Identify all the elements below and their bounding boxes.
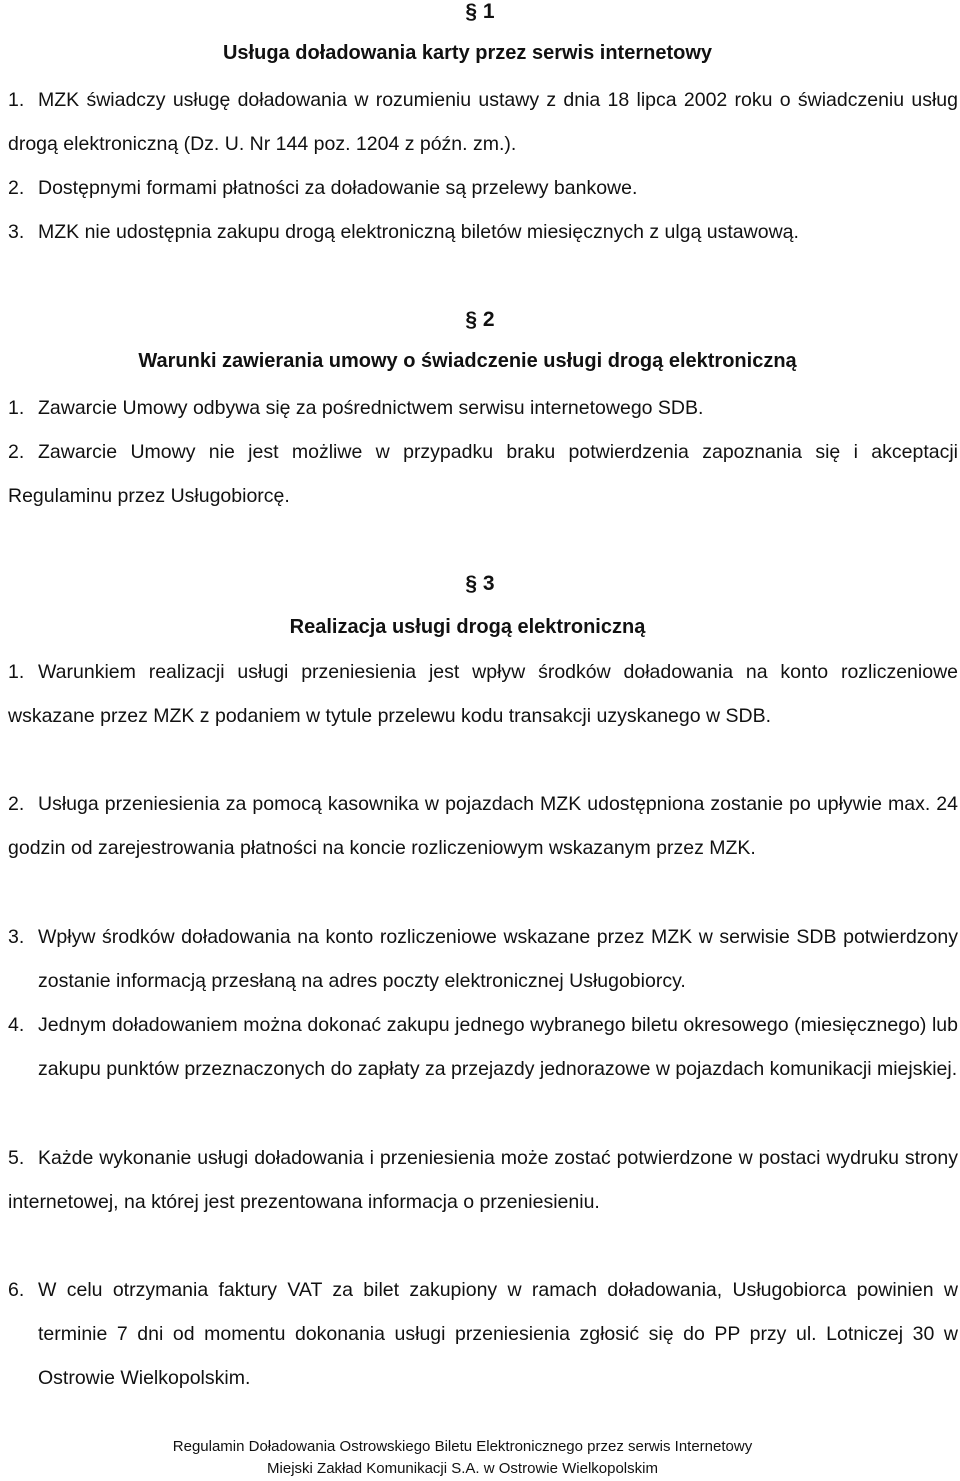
item-number: 1.: [8, 89, 25, 111]
item-number: 1.: [8, 661, 25, 683]
section-3-item-1: [8, 650, 958, 738]
item-text: Warunkiem realizacji usługi przeniesienia jest wpływ środków doładowania na konto rozliczeniowe wskazane przez MZK z podaniem w tytule przelewu kodu transakcji uzyskanego w SDB.: [8, 661, 958, 727]
item-text: Każde wykonanie usługi doładowania i przeniesienia może zostać potwierdzone w postaci wydruku strony internetowej, na której jest prezentowana informacja o przeniesieniu.: [8, 1147, 958, 1213]
section-2-mark: § 2: [465, 308, 495, 331]
item-number: 3.: [8, 221, 25, 243]
section-3-item-4: [8, 1003, 958, 1091]
footer-line-2: Miejski Zakład Komunikacji S.A. w Ostrowie Wielkopolskim: [267, 1460, 658, 1477]
section-3-item-2: [8, 782, 958, 870]
item-number: 5.: [8, 1147, 25, 1169]
item-number: 2.: [8, 177, 25, 199]
item-text: Wpływ środków doładowania na konto rozliczeniowe wskazane przez MZK w serwisie SDB potwierdzony zostanie informacją przesłaną na adres poczty elektronicznej Usługobiorcy.: [38, 926, 958, 992]
section-3-item-6: [8, 1268, 958, 1400]
item-number: 4.: [8, 1014, 25, 1036]
item-number: 3.: [8, 926, 25, 948]
item-text: Zawarcie Umowy nie jest możliwe w przypadku braku potwierdzenia zapoznania się i akceptacji Regulaminu przez Usługobiorcę.: [8, 441, 958, 507]
item-text: MZK nie udostępnia zakupu drogą elektroniczną biletów miesięcznych z ulgą ustawową.: [38, 221, 799, 243]
item-text: W celu otrzymania faktury VAT za bilet zakupiony w ramach doładowania, Usługobiorca powinien w terminie 7 dni od momentu dokonania usługi przeniesienia zgłosić się do PP przy ul. Lotniczej 30 w Ostrowie Wielkopolskim.: [38, 1279, 958, 1389]
section-2-item-1: [8, 386, 958, 430]
item-number: 2.: [8, 441, 25, 463]
section-2-heading: Warunki zawierania umowy o świadczenie usługi drogą elektroniczną: [138, 350, 797, 372]
section-3-mark: § 3: [465, 572, 495, 595]
item-text: Jednym doładowaniem można dokonać zakupu jednego wybranego biletu okresowego (miesięcznego) lub zakupu punktów przeznaczonych do zapłaty za przejazdy jednorazowe w pojazdach komunikacji miejskiej.: [38, 1014, 958, 1080]
section-1-item-2: [8, 166, 958, 210]
section-3-item-5: [8, 1136, 958, 1224]
item-text: Zawarcie Umowy odbywa się za pośrednictwem serwisu internetowego SDB.: [38, 397, 704, 419]
section-1-item-1: [8, 78, 958, 166]
section-3-heading: Realizacja usługi drogą elektroniczną: [289, 616, 646, 638]
item-text: Dostępnymi formami płatności za doładowanie są przelewy bankowe.: [38, 177, 638, 199]
item-text: Usługa przeniesienia za pomocą kasownika w pojazdach MZK udostępniona zostanie po upływie max. 24 godzin od zarejestrowania płatności na koncie rozliczeniowym wskazanym przez MZK.: [8, 793, 958, 859]
section-1-heading: Usługa doładowania karty przez serwis internetowy: [222, 42, 713, 64]
page-footer: [0, 1436, 925, 1480]
item-number: 2.: [8, 793, 25, 815]
item-text: MZK świadczy usługę doładowania w rozumieniu ustawy z dnia 18 lipca 2002 roku o świadczeniu usług drogą elektroniczną (Dz. U. Nr 144 poz. 1204 z późn. zm.).: [8, 89, 958, 155]
section-1-item-3: [8, 210, 958, 254]
footer-line-1: Regulamin Doładowania Ostrowskiego Biletu Elektronicznego przez serwis Internetowy: [172, 1438, 753, 1455]
item-number: 1.: [8, 397, 25, 419]
section-1-mark: § 1: [465, 0, 495, 23]
section-2-item-2: [8, 430, 958, 518]
item-number: 6.: [8, 1279, 25, 1301]
section-3-item-3: [8, 915, 958, 1003]
